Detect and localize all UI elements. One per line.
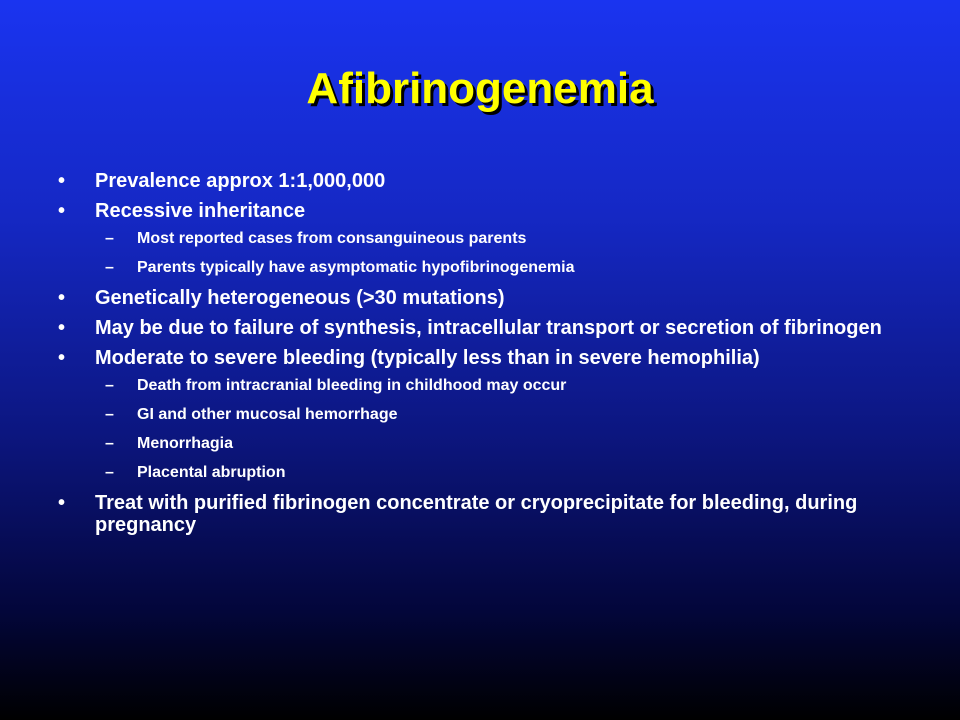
bullet-item	[58, 317, 918, 339]
sub-bullet-text: Most reported cases from consanguineous parents	[137, 230, 527, 247]
bullet-text: Treat with purified fibrinogen concentrate or cryoprecipitate for bleeding, during pregnancy	[95, 492, 858, 536]
bullet-text: Prevalence approx 1:1,000,000	[95, 170, 386, 192]
bullet-marker: •	[58, 347, 66, 369]
bullet-item	[58, 492, 918, 536]
sub-bullet-text: Parents typically have asymptomatic hypofibrinogenemia	[137, 259, 575, 276]
sub-bullet-item	[95, 229, 918, 248]
bullet-text: Recessive inheritance	[95, 200, 306, 222]
sub-bullet-item	[95, 376, 918, 395]
sub-bullet-text: Menorrhagia	[137, 435, 234, 452]
sub-bullet-item	[95, 405, 918, 424]
bullet-marker: •	[58, 492, 66, 514]
dash-marker: –	[105, 377, 114, 394]
bullet-marker: •	[58, 170, 66, 192]
dash-marker: –	[105, 406, 114, 423]
bullet-list	[58, 170, 918, 536]
bullet-text: Genetically heterogeneous (>30 mutations)	[95, 287, 505, 309]
sub-bullet-text: Placental abruption	[137, 464, 286, 481]
bullet-item	[58, 170, 918, 192]
bullet-item	[58, 287, 918, 309]
dash-marker: –	[105, 464, 114, 481]
sub-bullet-text: Death from intracranial bleeding in childhood may occur	[137, 377, 567, 394]
dash-marker: –	[105, 259, 114, 276]
bullet-text: May be due to failure of synthesis, intracellular transport or secretion of fibrinogen	[95, 317, 882, 339]
sub-bullet-list	[95, 229, 918, 277]
dash-marker: –	[105, 435, 114, 452]
bullet-item	[58, 200, 918, 277]
bullet-marker: •	[58, 287, 66, 309]
bullet-marker: •	[58, 317, 66, 339]
sub-bullet-item	[95, 258, 918, 277]
bullet-marker: •	[58, 200, 66, 222]
sub-bullet-item	[95, 434, 918, 453]
bullet-item	[58, 347, 918, 482]
sub-bullet-list	[95, 376, 918, 482]
bullet-text: Moderate to severe bleeding (typically less than in severe hemophilia)	[95, 347, 760, 369]
sub-bullet-text: GI and other mucosal hemorrhage	[137, 406, 398, 423]
dash-marker: –	[105, 230, 114, 247]
slide-content	[58, 170, 918, 544]
slide-title: Afibrinogenemia	[306, 64, 654, 113]
sub-bullet-item	[95, 463, 918, 482]
